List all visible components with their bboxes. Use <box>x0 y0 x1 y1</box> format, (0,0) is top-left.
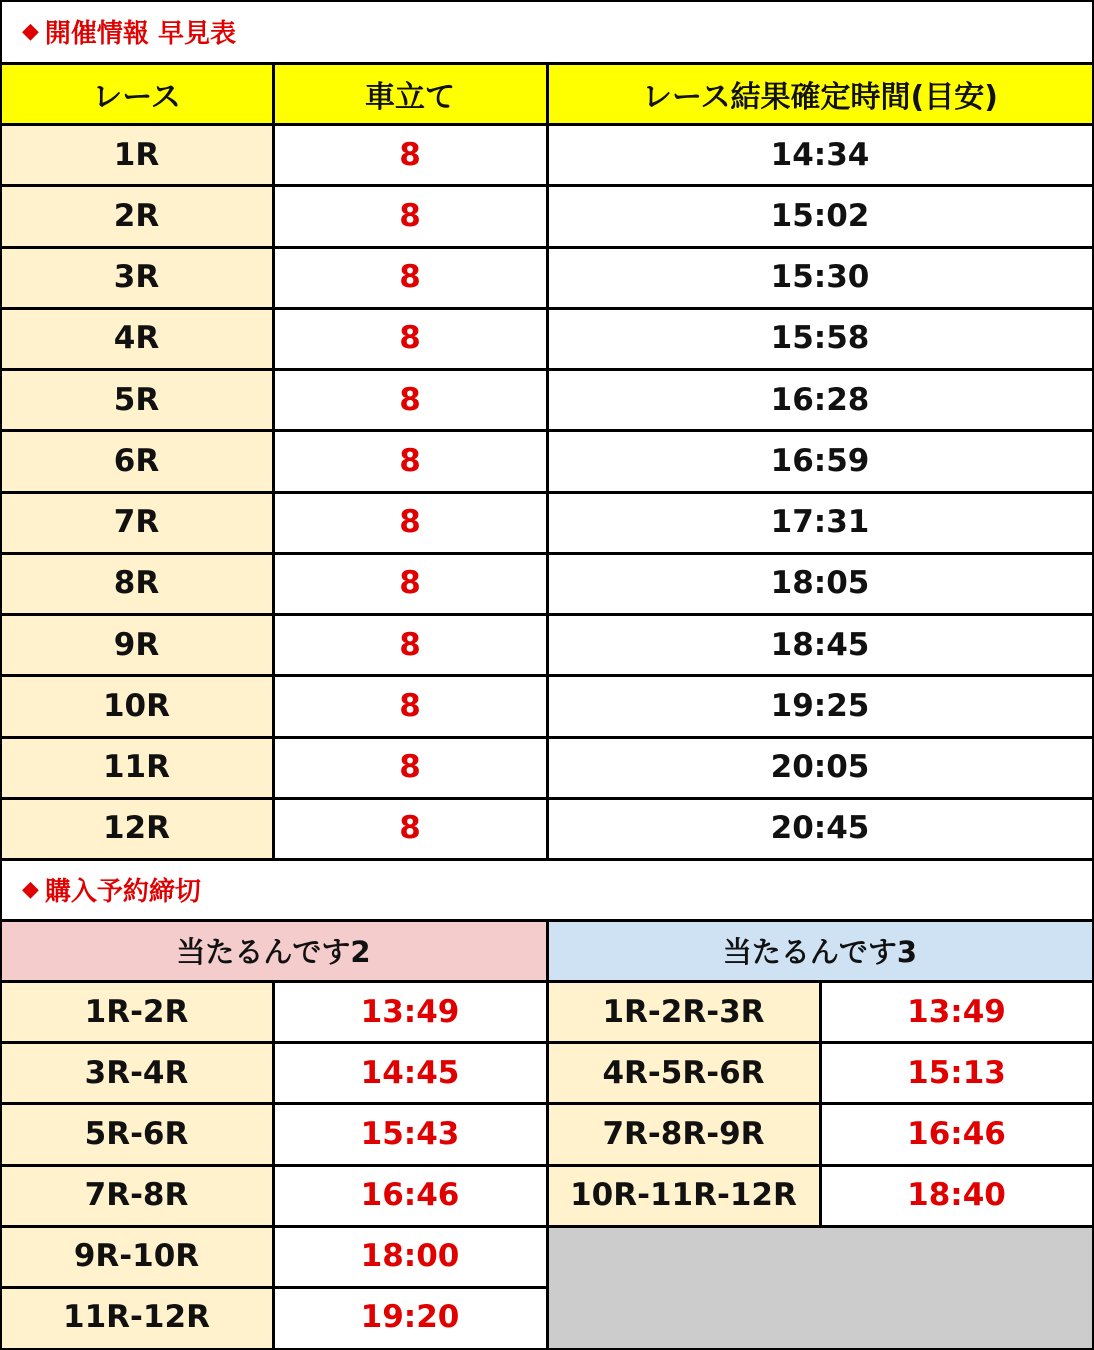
atarundesu3-header: 当たるんです3 <box>547 920 1093 981</box>
atarundesu3-deadline-cell: 18:40 <box>820 1165 1093 1226</box>
atarundesu3-races-cell: 1R-2R-3R <box>547 981 820 1042</box>
car-count-cell: 8 <box>273 308 547 369</box>
result-time-cell: 15:02 <box>547 185 1093 246</box>
atarundesu3-races-cell: 7R-8R-9R <box>547 1103 820 1164</box>
car-count-cell: 8 <box>273 798 547 859</box>
grid-line <box>0 0 1094 2</box>
car-count-cell: 8 <box>273 553 547 614</box>
result-time-cell: 15:30 <box>547 247 1093 308</box>
race-number-cell: 7R <box>0 492 273 553</box>
car-count-cell: 8 <box>273 430 547 491</box>
car-count-cell: 8 <box>273 369 547 430</box>
result-time-cell: 17:31 <box>547 492 1093 553</box>
diamond-icon: ◆ <box>22 19 39 44</box>
atarundesu3-deadline-cell: 15:13 <box>820 1042 1093 1103</box>
car-count-cell: 8 <box>273 675 547 736</box>
atarundesu2-deadline-cell: 14:45 <box>273 1042 547 1103</box>
result-time-cell: 16:59 <box>547 430 1093 491</box>
car-count-cell: 8 <box>273 247 547 308</box>
grid-line <box>272 63 275 859</box>
column-header: 車立て <box>273 63 547 124</box>
section-title-schedule <box>0 0 1094 63</box>
result-time-cell: 20:45 <box>547 798 1093 859</box>
atarundesu2-races-cell: 7R-8R <box>0 1165 273 1226</box>
atarundesu3-races-cell: 10R-11R-12R <box>547 1165 820 1226</box>
atarundesu3-deadline-cell: 13:49 <box>820 981 1093 1042</box>
result-time-cell: 14:34 <box>547 124 1093 185</box>
atarundesu2-races-cell: 3R-4R <box>0 1042 273 1103</box>
car-count-cell: 8 <box>273 737 547 798</box>
atarundesu2-deadline-cell: 19:20 <box>273 1287 547 1348</box>
diamond-icon: ◆ <box>22 877 39 902</box>
car-count-cell: 8 <box>273 185 547 246</box>
atarundesu3-races-cell: 4R-5R-6R <box>547 1042 820 1103</box>
result-time-cell: 18:05 <box>547 553 1093 614</box>
atarundesu2-races-cell: 9R-10R <box>0 1226 273 1287</box>
column-header: レース結果確定時間(目安) <box>547 63 1093 124</box>
atarundesu2-races-cell: 11R-12R <box>0 1287 273 1348</box>
grid-line <box>546 920 549 1348</box>
car-count-cell: 8 <box>273 124 547 185</box>
race-number-cell: 8R <box>0 553 273 614</box>
car-count-cell: 8 <box>273 614 547 675</box>
race-number-cell: 2R <box>0 185 273 246</box>
car-count-cell: 8 <box>273 492 547 553</box>
atarundesu3-deadline-cell: 16:46 <box>820 1103 1093 1164</box>
section-title-text: 購入予約締切 <box>44 877 201 907</box>
column-header: レース <box>0 63 273 124</box>
result-time-cell: 20:05 <box>547 737 1093 798</box>
race-number-cell: 12R <box>0 798 273 859</box>
race-number-cell: 3R <box>0 247 273 308</box>
atarundesu2-races-cell: 5R-6R <box>0 1103 273 1164</box>
atarundesu2-header: 当たるんです2 <box>0 920 547 981</box>
section-title-deadline <box>0 859 1094 920</box>
atarundesu2-deadline-cell: 13:49 <box>273 981 547 1042</box>
section-title-text: 開催情報 早見表 <box>44 19 236 49</box>
result-time-cell: 19:25 <box>547 675 1093 736</box>
result-time-cell: 15:58 <box>547 308 1093 369</box>
race-number-cell: 10R <box>0 675 273 736</box>
atarundesu2-deadline-cell: 18:00 <box>273 1226 547 1287</box>
grid-line <box>819 981 822 1226</box>
empty-cell <box>547 1226 1093 1348</box>
race-number-cell: 1R <box>0 124 273 185</box>
atarundesu2-deadline-cell: 16:46 <box>273 1165 547 1226</box>
atarundesu2-races-cell: 1R-2R <box>0 981 273 1042</box>
race-number-cell: 11R <box>0 737 273 798</box>
result-time-cell: 18:45 <box>547 614 1093 675</box>
grid-line <box>546 63 549 859</box>
race-number-cell: 9R <box>0 614 273 675</box>
result-time-cell: 16:28 <box>547 369 1093 430</box>
race-number-cell: 4R <box>0 308 273 369</box>
race-number-cell: 5R <box>0 369 273 430</box>
atarundesu2-deadline-cell: 15:43 <box>273 1103 547 1164</box>
grid-line <box>272 981 275 1348</box>
race-number-cell: 6R <box>0 430 273 491</box>
